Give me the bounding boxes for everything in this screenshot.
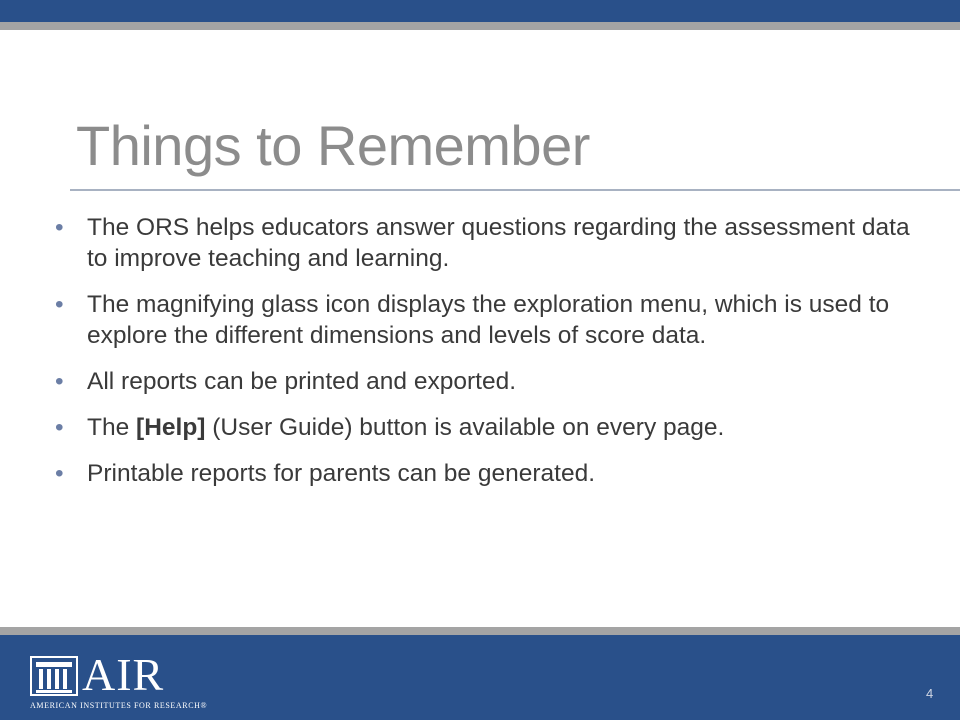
top-gray-stripe: [0, 22, 960, 30]
bullet-item: [55, 289, 925, 351]
bullet-text-post: (User Guide) button is available on every page.: [205, 414, 725, 441]
help-button-reference: [Help]: [136, 414, 206, 441]
bullet-text: All reports can be printed and exported.: [87, 368, 517, 395]
top-header-bar: [0, 0, 960, 22]
air-logo: [30, 649, 210, 713]
title-underline: [70, 189, 960, 191]
page-number: 4: [926, 686, 934, 701]
bullet-text-pre: The: [87, 414, 137, 441]
bullet-dot-icon: •: [55, 368, 64, 395]
bullet-item: [55, 212, 925, 274]
bullet-text: The ORS helps educators answer questions regarding the assessment data to improve teaching and learning.: [87, 214, 910, 272]
bottom-gray-stripe: [0, 627, 960, 635]
bullet-item: [55, 412, 925, 443]
air-logo-subtitle: AMERICAN INSTITUTES FOR RESEARCH®: [30, 701, 208, 710]
air-building-icon: [30, 656, 78, 696]
bullet-dot-icon: •: [55, 214, 64, 241]
bullet-dot-icon: •: [55, 414, 64, 441]
bullet-item: [55, 458, 925, 489]
bullet-text: Printable reports for parents can be generated.: [87, 460, 596, 487]
bullet-dot-icon: •: [55, 291, 64, 318]
bullet-list: [55, 212, 925, 504]
bullet-text: The magnifying glass icon displays the exploration menu, which is used to explore the different dimensions and levels of score data.: [87, 291, 890, 349]
bullet-dot-icon: •: [55, 460, 64, 487]
air-logo-text: AIR: [82, 649, 165, 700]
slide-title: Things to Remember: [76, 114, 590, 177]
bullet-item: [55, 366, 925, 397]
